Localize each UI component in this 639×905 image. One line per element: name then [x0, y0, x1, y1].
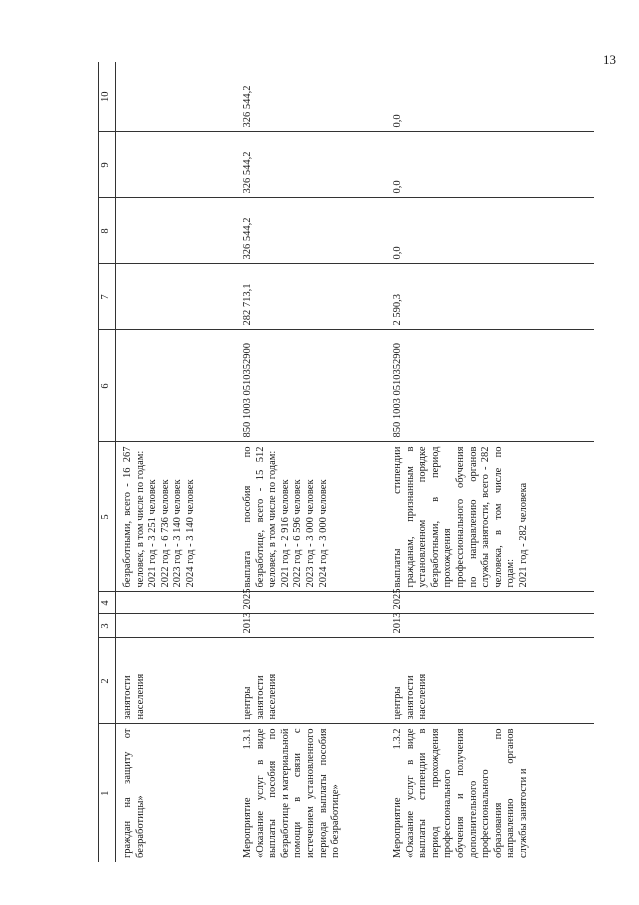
- table-row: [234, 62, 384, 862]
- header-cell: 3: [99, 614, 116, 638]
- cell-executor: занятости населения: [116, 638, 235, 724]
- table-row: [384, 62, 594, 862]
- cell-amount-9: 0,0: [384, 132, 594, 198]
- cell-result: выплата пособия по безработице, всего - 15 512 человек, в том числе по годам: 2021 год - 2 916 человек 2022 год - 6 596 человек 2023 год - 3 000 человек 2024 год - 3 000 человек: [234, 442, 384, 592]
- measures-table: [98, 62, 594, 862]
- cell-executor: центры занятости населения: [234, 638, 384, 724]
- cell-start-year: [116, 614, 235, 638]
- header-cell: 4: [99, 592, 116, 614]
- cell-measure: граждан на защиту от безработицы»: [122, 728, 146, 858]
- cell-end-year: [116, 592, 235, 614]
- cell-end-year: 2025: [234, 592, 384, 614]
- cell-amount-10: 326 544,2: [234, 62, 384, 132]
- cell-amount-8: 0,0: [384, 198, 594, 264]
- cell-start-year: 2013: [234, 614, 384, 638]
- cell-code: 850 1003 0510352900: [384, 330, 594, 442]
- cell-measure: Мероприятие 1.3.2 «Оказание услуг в виде выплаты стипендии в период прохождения профессионального обучения и получения дополнительного профессионального образования по направлению органов службы занятости и: [392, 728, 529, 858]
- page-number: 13: [603, 52, 616, 67]
- header-cell: 10: [99, 62, 116, 132]
- cell-amount-10: [116, 62, 235, 132]
- cell-code: [116, 330, 235, 442]
- cell-executor: центры занятости населения: [384, 638, 594, 724]
- cell-amount-9: [116, 132, 235, 198]
- table-row: [116, 62, 235, 862]
- header-cell: 9: [99, 132, 116, 198]
- rotated-table-container: [98, 62, 618, 862]
- cell-amount-7: 282 713,1: [234, 264, 384, 330]
- cell-amount-10: 0,0: [384, 62, 594, 132]
- header-cell: 1: [99, 724, 116, 862]
- cell-end-year: 2025: [384, 592, 594, 614]
- header-cell: 5: [99, 442, 116, 592]
- cell-amount-8: 326 544,2: [234, 198, 384, 264]
- header-row: [99, 62, 116, 862]
- cell-amount-7: [116, 264, 235, 330]
- cell-start-year: 2013: [384, 614, 594, 638]
- cell-result: выплаты стипендии гражданам, признанным в установленном порядке безработными, в период прохождения профессионального обучения по направлению органов службы занятости, всего - 282 человека, в том числе по годам: 2021 год - 282 человека: [384, 442, 594, 592]
- cell-result: безработными, всего - 16 267 человек, в том числе по годам: 2021 год - 3 251 человек 2022 год - 6 736 человек 2023 год - 3 140 человек 2024 год - 3 140 человек: [116, 442, 235, 592]
- cell-measure: Мероприятие 1.3.1 «Оказание услуг в виде выплаты пособия по безработице и материальной помощи в связи с истечением установленного периода выплаты пособия по безработице»: [242, 728, 342, 858]
- cell-amount-8: [116, 198, 235, 264]
- header-cell: 6: [99, 330, 116, 442]
- cell-amount-9: 326 544,2: [234, 132, 384, 198]
- cell-code: 850 1003 0510352900: [234, 330, 384, 442]
- cell-amount-7: 2 590,3: [384, 264, 594, 330]
- header-cell: 8: [99, 198, 116, 264]
- header-cell: 2: [99, 638, 116, 724]
- header-cell: 7: [99, 264, 116, 330]
